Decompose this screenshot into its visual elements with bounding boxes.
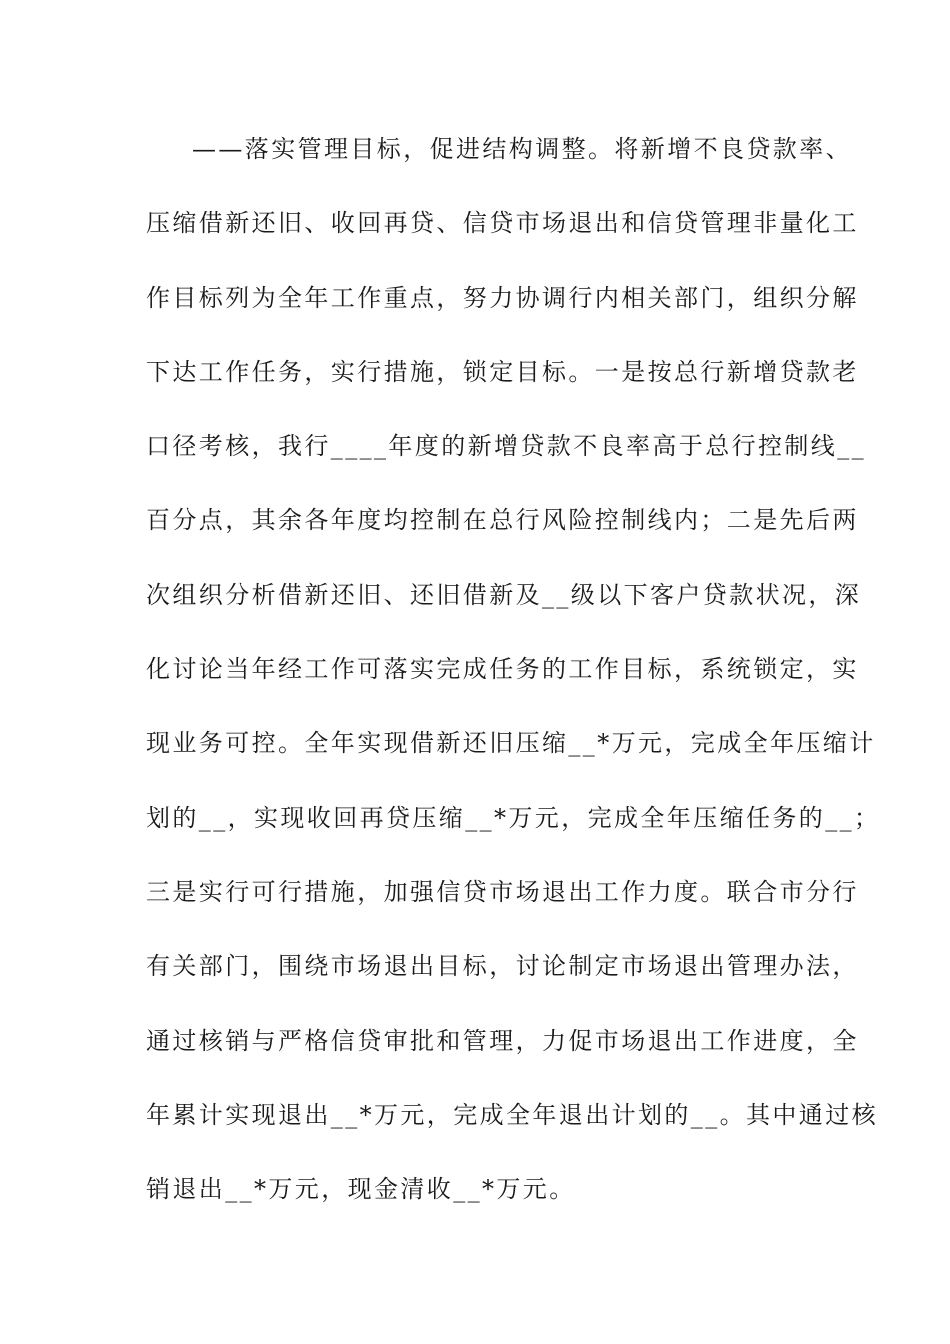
paragraph-line: 现业务可控。全年实现借新还旧压缩__*万元，完成全年压缩计: [146, 729, 876, 758]
paragraph-line: 作目标列为全年工作重点，努力协调行内相关部门，组织分解: [146, 283, 859, 312]
paragraph-line: 有关部门，围绕市场退出目标，讨论制定市场退出管理办法，: [146, 952, 859, 981]
paragraph-line: 百分点，其余各年度均控制在总行风险控制线内；二是先后两: [146, 506, 859, 535]
paragraph-line: 化讨论当年经工作可落实完成任务的工作目标，系统锁定，实: [146, 655, 859, 684]
paragraph-line: 下达工作任务，实行措施，锁定目标。一是按总行新增贷款老: [146, 357, 859, 386]
paragraph-line: 口径考核，我行____年度的新增贷款不良率高于总行控制线__: [146, 432, 866, 461]
paragraph-line: 压缩借新还旧、收回再贷、信贷市场退出和信贷管理非量化工: [146, 209, 859, 238]
paragraph-line: 三是实行可行措施，加强信贷市场退出工作力度。联合市分行: [146, 877, 859, 906]
paragraph-line: 通过核销与严格信贷审批和管理，力促市场退出工作进度，全: [146, 1026, 859, 1055]
paragraph-line: 划的__，实现收回再贷压缩__*万元，完成全年压缩任务的__；: [146, 803, 881, 832]
paragraph-line: 销退出__*万元，现金清收__*万元。: [146, 1175, 576, 1204]
paragraph-line: ——落实管理目标，促进结构调整。将新增不良贷款率、: [192, 135, 852, 163]
body-paragraph: [146, 131, 881, 1245]
paragraph-line: 年累计实现退出__*万元，完成全年退出计划的__。其中通过核: [146, 1100, 878, 1129]
paragraph-line: 次组织分析借新还旧、还旧借新及__级以下客户贷款状况，深: [146, 580, 862, 609]
